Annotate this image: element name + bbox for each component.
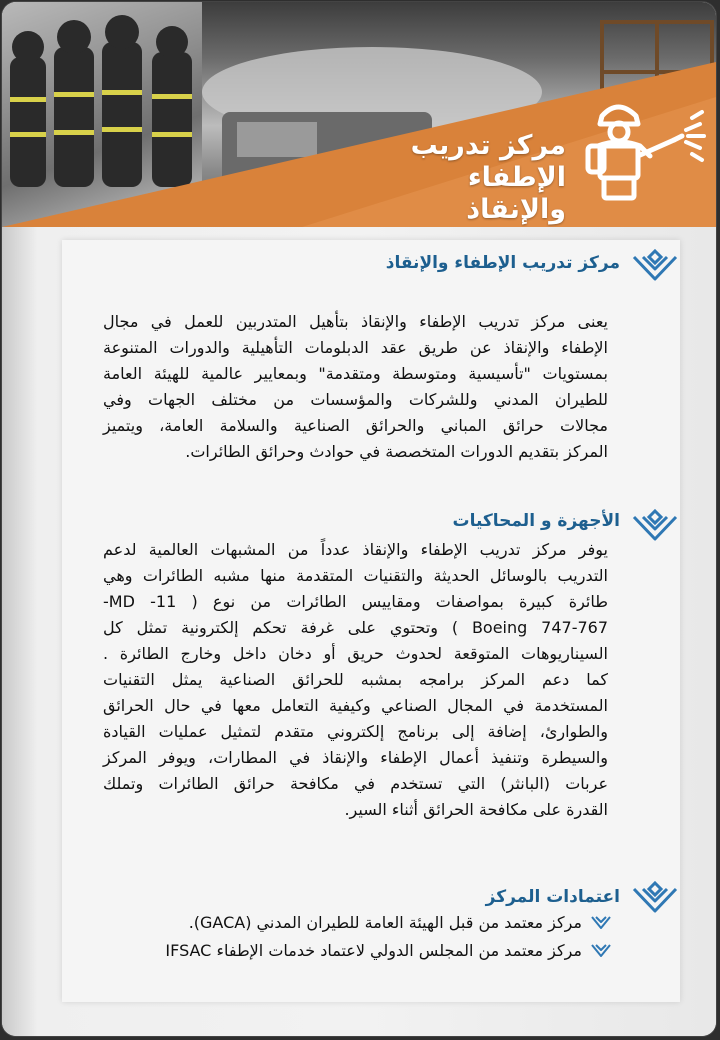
section-title-equipment: الأجهزة و المحاكيات <box>452 511 620 531</box>
paragraph-equipment <box>103 537 608 823</box>
paragraph-line: والسيطرة وتنفيذ أعمال الإطفاء والإنقاذ في المطارات، ويوفر المركز <box>103 748 608 767</box>
chevron-diamond-icon <box>630 881 680 915</box>
chevron-diamond-bullet-icon <box>590 913 612 931</box>
paragraph-line: مجالات حرائق المباني والحرائق الصناعية والسلامة العامة، ويتميز <box>103 416 608 435</box>
header-banner <box>2 2 716 227</box>
chevron-diamond-bullet-icon <box>590 941 612 959</box>
chevron-diamond-icon <box>630 509 680 543</box>
page-card <box>2 2 716 1036</box>
paragraph-line: التدريب بالوسائل الحديثة والتقنيات المتقدمة منها مشبه الطائرات وهي <box>103 566 608 585</box>
paragraph-line: المركز بتقديم الدورات المتخصصة في حوادث وحرائق الطائرات. <box>185 442 608 461</box>
paragraph-center <box>103 309 608 465</box>
chevron-diamond-icon <box>630 249 680 283</box>
banner-title-line1: مركز تدريب الإطفاء <box>410 130 566 193</box>
paragraph-line: والطوارئ، إضافة إلى برنامج إلكتروني متقدم لتمثيل عمليات القيادة <box>103 722 608 741</box>
accreditation-item: مركز معتمد من المجلس الدولي لاعتماد خدمات الإطفاء IFSAC <box>165 941 582 960</box>
paragraph-line: Boeing 747-767 ) وتحتوي على غرفة تحكم إلكترونية تمثل كل <box>103 618 609 637</box>
section-title-accreditations: اعتمادات المركز <box>485 887 620 907</box>
paragraph-line: القدرة على مكافحة الحرائق أثناء السير. <box>344 800 608 819</box>
paragraph-line: كما دعم المركز برامجه بمشبه للحرائق الصناعية يمثل التقنيات <box>103 670 608 689</box>
paragraph-line: يوفر مركز تدريب الإطفاء والإنقاذ عدداً من المشبهات العالمية لدعم <box>103 540 608 559</box>
section-title-center: مركز تدريب الإطفاء والإنقاذ <box>385 253 620 273</box>
paragraph-line: للطيران المدني وللشركات والمؤسسات من مختلف الجهات وفي <box>103 390 608 409</box>
paragraph-line: الإطفاء والإنقاذ عن طريق عقد الدبلومات التأهيلية والدورات المتنوعة <box>103 338 608 357</box>
paragraph-line: طائرة كبيرة بمواصفات ومقاييس الطائرات من نوع ( MD -11- <box>103 592 608 611</box>
paragraph-line: عربات (البانثر) التي تستخدم في مكافحة حرائق الطائرات وتملك <box>103 774 608 793</box>
accreditation-item: مركز معتمد من قبل الهيئة العامة للطيران المدني (GACA). <box>188 913 582 932</box>
banner-title-line2: والإنقاذ <box>466 194 566 225</box>
paragraph-line: يعنى مركز تدريب الإطفاء والإنقاذ بتأهيل المتدربين للعمل في مجال <box>103 312 608 331</box>
content-area <box>2 227 716 1036</box>
paragraph-line: المستخدمة في المجال الصناعي وكيفية التعامل معها في حال الحرائق <box>103 696 608 715</box>
firefighter-hose-icon <box>578 94 708 204</box>
paragraph-line: السيناريوهات المتوقعة لحدوث حريق أو دخان داخل وخارج الطائرة . <box>103 644 608 663</box>
paragraph-line: بمستويات "تأسيسية ومتوسطة ومتقدمة" وبمعايير عالمية للهيئة العامة <box>103 364 608 383</box>
banner-title <box>336 130 566 226</box>
